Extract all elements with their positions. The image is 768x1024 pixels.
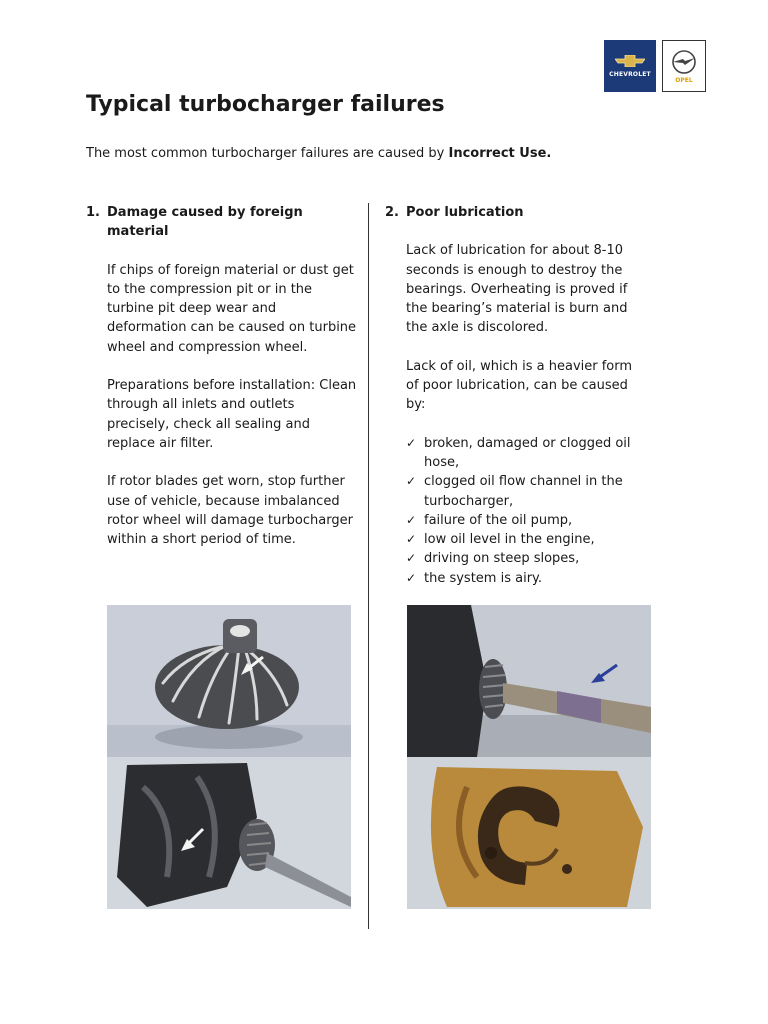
photo-turbine-wheel [107, 757, 351, 909]
list-item [406, 434, 645, 473]
section-title: Poor lubrication [406, 205, 524, 220]
opel-blitz-icon [671, 49, 697, 75]
section-body [406, 241, 645, 588]
paragraph: If chips of foreign material or dust get to the compression pit or in the turbine pit deep wear and deformation can be caused on turbine wheel and compression wheel. [107, 262, 357, 355]
chevrolet-logo [604, 40, 656, 92]
opel-label: OPEL [675, 76, 693, 84]
compressor-wheel-image [107, 605, 351, 757]
page-title: Typical turbocharger failures [86, 92, 445, 117]
section-heading [86, 203, 358, 242]
checkmark-icon: ✓ [406, 435, 417, 450]
causes-list [406, 434, 645, 588]
turbine-wheel-image [107, 757, 351, 909]
checkmark-icon: ✓ [406, 474, 417, 489]
list-item [406, 530, 645, 549]
list-item-text: failure of the oil pump, [424, 512, 573, 528]
paragraph: If rotor blades get worn, stop further use of vehicle, because imbalanced rotor wheel will damage turbocharger within a short period of time. [107, 474, 353, 548]
list-item [406, 511, 645, 530]
checkmark-icon: ✓ [406, 532, 417, 547]
photo-compressor-wheel [107, 605, 351, 757]
section-poor-lubrication [385, 203, 645, 588]
list-item [406, 472, 645, 511]
paragraph: Lack of lubrication for about 8-10 seconds is enough to destroy the bearings. Overheating is proved if the bearing’s material is burn and the axle is discolored. [406, 243, 628, 336]
section-number: 1. [86, 205, 100, 220]
list-item-text: clogged oil flow channel in the turbocharger, [424, 474, 623, 509]
list-item-text: low oil level in the engine, [424, 532, 595, 548]
list-item-text: the system is airy. [424, 570, 543, 586]
list-item [406, 549, 645, 568]
photo-discolored-axle [407, 605, 651, 757]
section-number: 2. [385, 205, 399, 220]
burnt-bearing-image [407, 757, 651, 909]
intro-text [86, 146, 551, 161]
section-heading [385, 203, 645, 222]
column-divider [368, 203, 369, 929]
chevrolet-label: CHEVROLET [609, 70, 651, 78]
section-title: Damage caused by foreign material [107, 205, 303, 240]
intro-lead: The most common turbocharger failures are caused by [86, 146, 449, 161]
section-foreign-material [86, 203, 358, 568]
paragraph: Preparations before installation: Clean through all inlets and outlets precisely, check all sealing and replace air filter. [107, 378, 357, 451]
section-body [107, 261, 358, 550]
checkmark-icon: ✓ [406, 551, 417, 566]
brand-logos [604, 40, 706, 92]
checkmark-icon: ✓ [406, 570, 417, 585]
chevrolet-bowtie-icon [615, 55, 645, 67]
list-item-text: driving on steep slopes, [424, 551, 580, 567]
opel-logo [662, 40, 706, 92]
intro-emphasis: Incorrect Use. [448, 146, 552, 161]
checkmark-icon: ✓ [406, 512, 417, 527]
paragraph: Lack of oil, which is a heavier form of poor lubrication, can be caused by: [406, 358, 633, 413]
list-item [406, 569, 645, 588]
discolored-axle-image [407, 605, 651, 757]
list-item-text: broken, damaged or clogged oil hose, [424, 435, 631, 470]
photo-burnt-bearing [407, 757, 651, 909]
